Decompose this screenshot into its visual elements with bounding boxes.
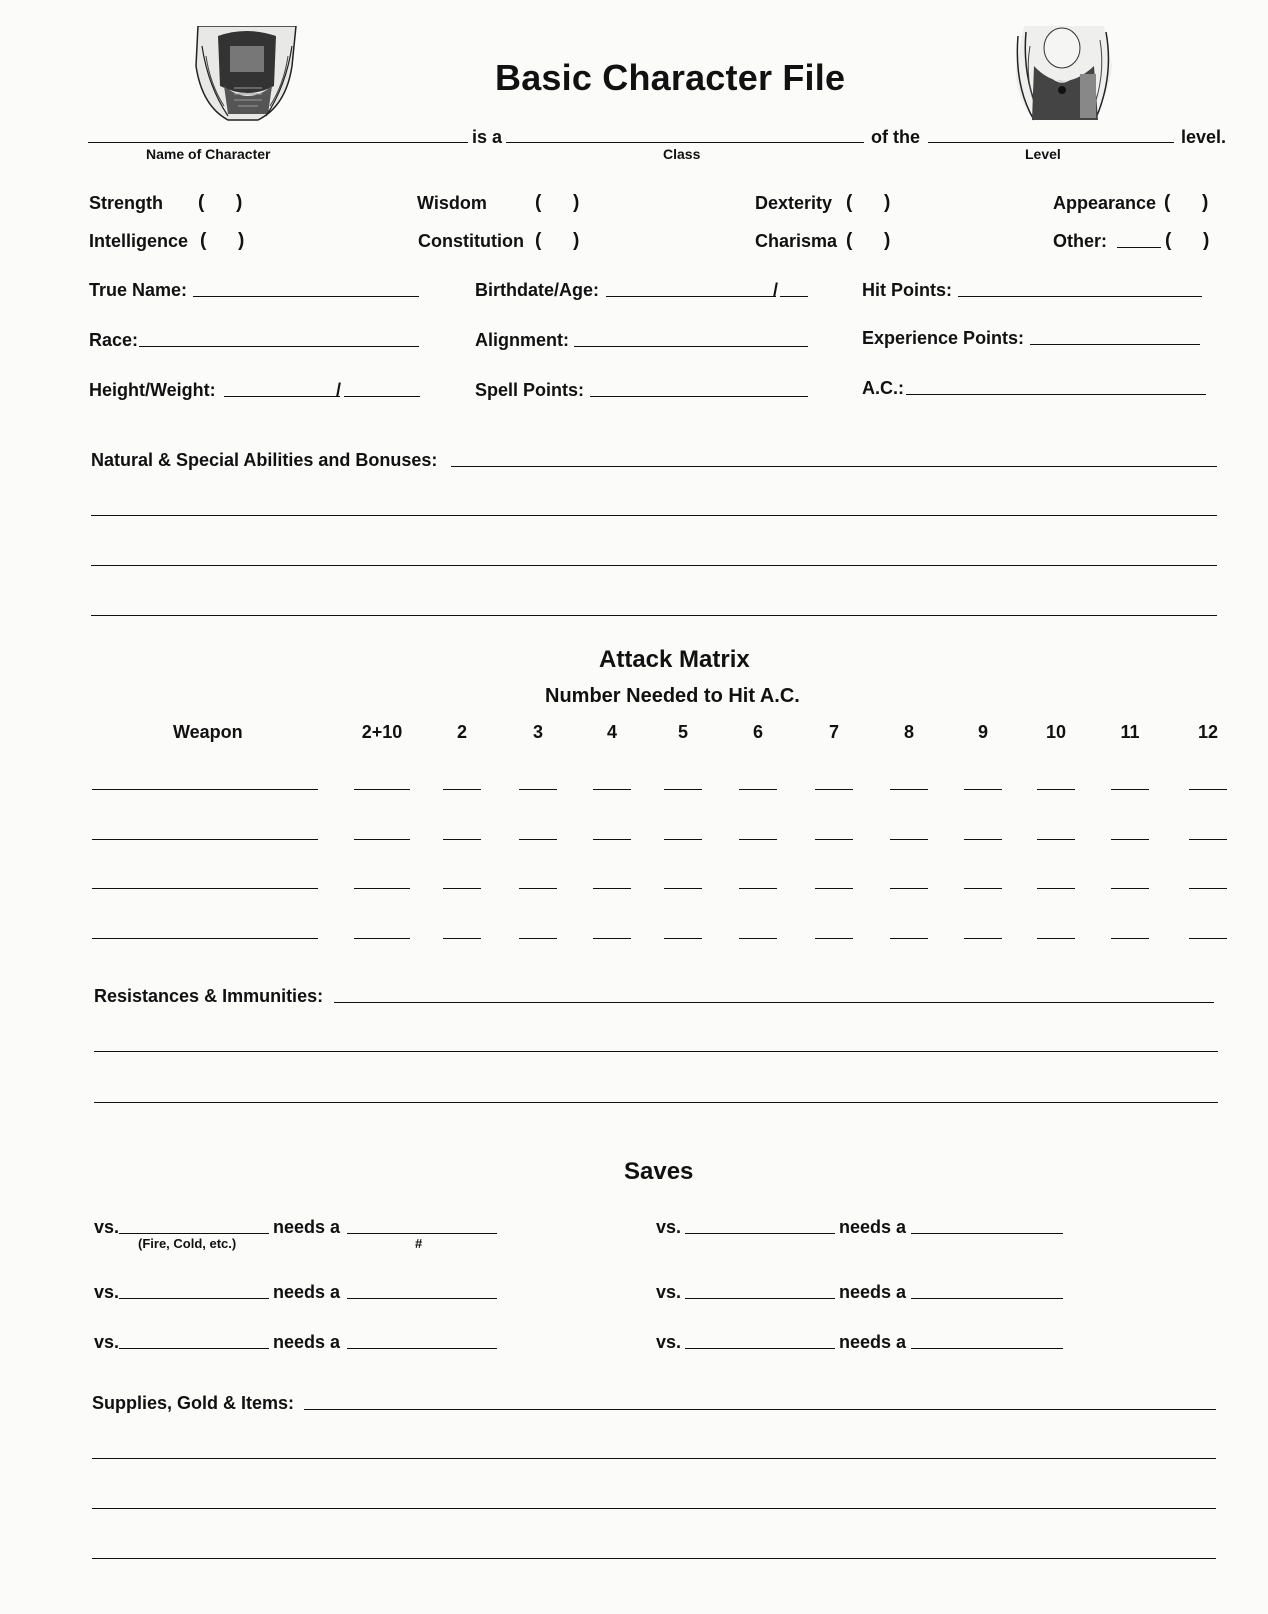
knight-illustration xyxy=(188,26,306,122)
to-hit-field[interactable] xyxy=(443,888,481,889)
save-vs-label: vs. xyxy=(94,1217,120,1237)
save-vs-label: vs. xyxy=(656,1332,682,1352)
level-suffix-label: level. xyxy=(1181,127,1227,147)
weapon-field[interactable] xyxy=(92,938,318,939)
resistances-label: Resistances & Immunities: xyxy=(94,986,324,1006)
to-hit-field[interactable] xyxy=(519,938,557,939)
vs-caption: (Fire, Cold, etc.) xyxy=(138,1236,237,1251)
weapon-field[interactable] xyxy=(92,888,318,889)
attribute-strength-label: Strength xyxy=(89,193,163,213)
save-vs-field[interactable] xyxy=(685,1233,835,1234)
ac-column-header: 2+10 xyxy=(361,722,403,742)
to-hit-field[interactable] xyxy=(1037,789,1075,790)
class-field[interactable] xyxy=(506,142,864,143)
to-hit-field[interactable] xyxy=(890,789,928,790)
to-hit-field[interactable] xyxy=(890,938,928,939)
to-hit-field[interactable] xyxy=(519,839,557,840)
save-needs-field[interactable] xyxy=(911,1348,1063,1349)
to-hit-field[interactable] xyxy=(1189,888,1227,889)
save-needs-field[interactable] xyxy=(347,1348,497,1349)
supplies-field-1[interactable] xyxy=(304,1409,1216,1410)
race-field[interactable] xyxy=(139,346,419,347)
save-vs-label: vs. xyxy=(94,1332,120,1352)
to-hit-field[interactable] xyxy=(1037,888,1075,889)
experience-points-label: Experience Points: xyxy=(862,328,1025,348)
attack-matrix-title: Attack Matrix xyxy=(599,646,750,673)
to-hit-field[interactable] xyxy=(1111,789,1149,790)
wisdom-score-box[interactable]: ( ) xyxy=(535,192,580,213)
supplies-field-4[interactable] xyxy=(92,1558,1216,1559)
abilities-field-3[interactable] xyxy=(91,565,1217,566)
ac-column-header: 7 xyxy=(828,722,840,742)
birthdate-age-slash: / xyxy=(773,280,779,300)
experience-points-field[interactable] xyxy=(1030,344,1200,345)
to-hit-field[interactable] xyxy=(443,789,481,790)
to-hit-field[interactable] xyxy=(593,938,631,939)
to-hit-field[interactable] xyxy=(964,938,1002,939)
true-name-label: True Name: xyxy=(89,280,188,300)
to-hit-field[interactable] xyxy=(519,789,557,790)
attribute-intelligence-label: Intelligence xyxy=(89,231,189,251)
to-hit-field[interactable] xyxy=(964,839,1002,840)
strength-score-box[interactable]: ( ) xyxy=(198,192,243,213)
to-hit-field[interactable] xyxy=(815,888,853,889)
save-needs-field[interactable] xyxy=(347,1298,497,1299)
height-field[interactable] xyxy=(224,396,340,397)
to-hit-field[interactable] xyxy=(354,839,410,840)
to-hit-field[interactable] xyxy=(443,839,481,840)
to-hit-field[interactable] xyxy=(739,839,777,840)
ac-column-header: 11 xyxy=(1120,722,1140,742)
attribute-wisdom-label: Wisdom xyxy=(417,193,487,213)
save-needs-label: needs a xyxy=(839,1332,907,1352)
to-hit-field[interactable] xyxy=(964,888,1002,889)
resistances-field-1[interactable] xyxy=(334,1002,1214,1003)
to-hit-field[interactable] xyxy=(664,938,702,939)
save-vs-field[interactable] xyxy=(685,1298,835,1299)
resistances-field-3[interactable] xyxy=(94,1102,1218,1103)
birthdate-field[interactable] xyxy=(606,296,776,297)
class-caption: Class xyxy=(663,146,701,162)
ac-column-header: 6 xyxy=(752,722,764,742)
ac-column-header: 10 xyxy=(1045,722,1067,742)
height-weight-label: Height/Weight: xyxy=(89,380,216,400)
abilities-field-1[interactable] xyxy=(451,466,1217,467)
to-hit-field[interactable] xyxy=(1111,839,1149,840)
save-needs-field[interactable] xyxy=(911,1298,1063,1299)
to-hit-field[interactable] xyxy=(593,888,631,889)
to-hit-field[interactable] xyxy=(1189,789,1227,790)
to-hit-field[interactable] xyxy=(1111,938,1149,939)
weight-field[interactable] xyxy=(344,396,420,397)
to-hit-field[interactable] xyxy=(1037,938,1075,939)
save-needs-field[interactable] xyxy=(347,1233,497,1234)
to-hit-field[interactable] xyxy=(354,888,410,889)
to-hit-field[interactable] xyxy=(964,789,1002,790)
ac-column-header: 8 xyxy=(903,722,915,742)
spell-points-label: Spell Points: xyxy=(475,380,585,400)
other-attribute-name-field[interactable] xyxy=(1117,247,1161,248)
to-hit-field[interactable] xyxy=(664,839,702,840)
to-hit-field[interactable] xyxy=(664,789,702,790)
to-hit-field[interactable] xyxy=(1189,839,1227,840)
to-hit-field[interactable] xyxy=(664,888,702,889)
age-field[interactable] xyxy=(780,296,808,297)
attribute-charisma-label: Charisma xyxy=(755,231,838,251)
to-hit-field[interactable] xyxy=(1111,888,1149,889)
supplies-field-2[interactable] xyxy=(92,1458,1216,1459)
save-needs-field[interactable] xyxy=(911,1233,1063,1234)
ac-column-header: 4 xyxy=(606,722,618,742)
alignment-field[interactable] xyxy=(574,346,808,347)
save-vs-field[interactable] xyxy=(119,1233,269,1234)
to-hit-field[interactable] xyxy=(739,938,777,939)
saves-title: Saves xyxy=(624,1158,694,1185)
attack-matrix-subtitle: Number Needed to Hit A.C. xyxy=(545,685,800,707)
to-hit-field[interactable] xyxy=(519,888,557,889)
to-hit-field[interactable] xyxy=(1037,839,1075,840)
save-needs-label: needs a xyxy=(839,1217,907,1237)
save-vs-field[interactable] xyxy=(119,1298,269,1299)
level-field[interactable] xyxy=(928,142,1174,143)
charisma-score-box[interactable]: ( ) xyxy=(846,230,891,251)
save-vs-label: vs. xyxy=(656,1217,682,1237)
save-needs-label: needs a xyxy=(839,1282,907,1302)
intelligence-score-box[interactable]: ( ) xyxy=(200,230,245,251)
to-hit-field[interactable] xyxy=(443,938,481,939)
save-vs-label: vs. xyxy=(94,1282,120,1302)
appearance-score-box[interactable]: ( ) xyxy=(1164,192,1209,213)
dexterity-score-box[interactable]: ( ) xyxy=(846,192,891,213)
to-hit-field[interactable] xyxy=(890,888,928,889)
save-vs-field[interactable] xyxy=(685,1348,835,1349)
to-hit-field[interactable] xyxy=(593,789,631,790)
attribute-constitution-label: Constitution xyxy=(418,231,524,251)
ac-field[interactable] xyxy=(906,394,1206,395)
to-hit-field[interactable] xyxy=(815,938,853,939)
hit-points-label: Hit Points: xyxy=(862,280,952,300)
to-hit-field[interactable] xyxy=(593,839,631,840)
ac-column-header: 3 xyxy=(532,722,544,742)
supplies-label: Supplies, Gold & Items: xyxy=(92,1393,295,1413)
height-weight-slash: / xyxy=(336,380,342,400)
attribute-dexterity-label: Dexterity xyxy=(755,193,833,213)
true-name-field[interactable] xyxy=(193,296,419,297)
character-name-field[interactable] xyxy=(88,142,468,143)
ac-label: A.C.: xyxy=(862,378,904,398)
to-hit-field[interactable] xyxy=(354,938,410,939)
constitution-score-box[interactable]: ( ) xyxy=(535,230,580,251)
abilities-label: Natural & Special Abilities and Bonuses: xyxy=(91,450,438,470)
is-a-label: is a xyxy=(472,127,503,147)
race-label: Race: xyxy=(89,330,139,350)
to-hit-field[interactable] xyxy=(890,839,928,840)
attribute-appearance-label: Appearance xyxy=(1053,193,1157,213)
attribute-other-label: Other: xyxy=(1053,231,1107,251)
weapon-column-header: Weapon xyxy=(173,722,243,742)
to-hit-field[interactable] xyxy=(354,789,410,790)
to-hit-field[interactable] xyxy=(815,789,853,790)
ac-column-header: 5 xyxy=(677,722,689,742)
save-vs-label: vs. xyxy=(656,1282,682,1302)
needs-caption: # xyxy=(415,1236,423,1251)
save-needs-label: needs a xyxy=(273,1332,341,1352)
hit-points-field[interactable] xyxy=(958,296,1202,297)
resistances-field-2[interactable] xyxy=(94,1051,1218,1052)
to-hit-field[interactable] xyxy=(739,789,777,790)
weapon-field[interactable] xyxy=(92,839,318,840)
weapon-field[interactable] xyxy=(92,789,318,790)
ac-column-header: 2 xyxy=(456,722,468,742)
to-hit-field[interactable] xyxy=(815,839,853,840)
level-caption: Level xyxy=(1025,146,1061,162)
ac-column-header: 12 xyxy=(1197,722,1219,742)
other-score-box[interactable]: ( ) xyxy=(1165,230,1210,251)
birthdate-age-label: Birthdate/Age: xyxy=(475,280,600,300)
spell-points-field[interactable] xyxy=(590,396,808,397)
save-needs-label: needs a xyxy=(273,1217,341,1237)
lady-illustration xyxy=(1004,26,1124,122)
to-hit-field[interactable] xyxy=(1189,938,1227,939)
page-title: Basic Character File xyxy=(495,57,846,98)
abilities-field-2[interactable] xyxy=(91,515,1217,516)
name-caption: Name of Character xyxy=(146,146,271,162)
abilities-field-4[interactable] xyxy=(91,615,1217,616)
save-vs-field[interactable] xyxy=(119,1348,269,1349)
save-needs-label: needs a xyxy=(273,1282,341,1302)
alignment-label: Alignment: xyxy=(475,330,569,350)
to-hit-field[interactable] xyxy=(739,888,777,889)
of-the-label: of the xyxy=(871,127,920,147)
supplies-field-3[interactable] xyxy=(92,1508,1216,1509)
ac-column-header: 9 xyxy=(977,722,989,742)
